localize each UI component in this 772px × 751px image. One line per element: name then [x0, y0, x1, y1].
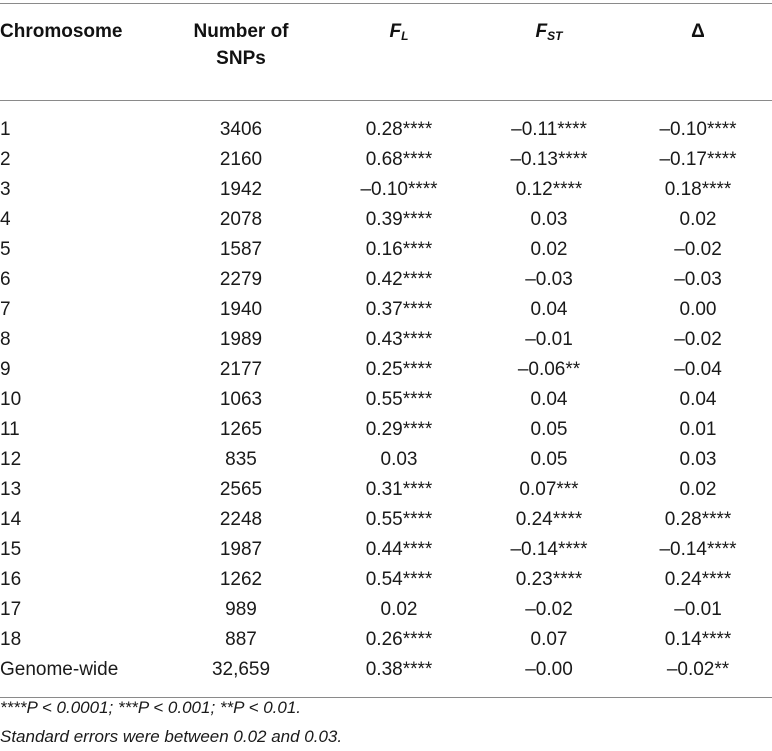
cell-fst: 0.07	[530, 629, 568, 650]
footnote-standard-errors: Standard errors were between 0.02 and 0.03.	[0, 727, 343, 746]
cell-fl: 0.28****	[365, 119, 433, 140]
cell-fst: 0.03	[530, 209, 568, 230]
cell-fst: 0.23****	[515, 569, 583, 590]
cell-fl: 0.44****	[365, 539, 433, 560]
header-fl-main: F	[389, 21, 402, 42]
cell-number-of-snps: 1940	[219, 299, 263, 320]
cell-delta: 0.01	[679, 419, 717, 440]
cell-fl: 0.25****	[365, 359, 433, 380]
cell-fl: 0.68****	[365, 149, 433, 170]
table-row	[0, 235, 772, 265]
cell-chromosome: 15	[0, 539, 22, 560]
cell-delta: 0.18****	[664, 179, 732, 200]
table-row	[0, 265, 772, 295]
cell-chromosome: 10	[0, 389, 22, 410]
header-number-of-snps	[158, 4, 324, 101]
table-row	[0, 595, 772, 625]
cell-number-of-snps: 1987	[219, 539, 263, 560]
table-header	[0, 4, 772, 101]
cell-chromosome: 11	[0, 419, 20, 440]
cell-fst: –0.02	[525, 599, 573, 620]
cell-fst: 0.02	[530, 239, 568, 260]
cell-number-of-snps: 1942	[219, 179, 263, 200]
cell-delta: 0.28****	[664, 509, 732, 530]
cell-number-of-snps: 1989	[219, 329, 263, 350]
table-row	[0, 505, 772, 535]
cell-fl: 0.02	[380, 599, 418, 620]
cell-fst: –0.06**	[517, 359, 581, 380]
header-chromosome: Chromosome	[0, 21, 123, 42]
cell-delta: –0.02	[674, 239, 722, 260]
cell-chromosome: 2	[0, 149, 11, 170]
table-body	[0, 101, 772, 698]
table-row	[0, 175, 772, 205]
cell-fst: –0.01	[525, 329, 573, 350]
cell-number-of-snps: 3406	[219, 119, 263, 140]
cell-number-of-snps: 887	[225, 629, 257, 650]
table-row	[0, 355, 772, 385]
header-fst-sub: ST	[547, 29, 563, 43]
table-row	[0, 415, 772, 445]
cell-delta: –0.14****	[659, 539, 737, 560]
cell-fl: 0.16****	[365, 239, 433, 260]
cell-delta: –0.02	[674, 329, 722, 350]
cell-delta: –0.10****	[659, 119, 737, 140]
cell-chromosome: 16	[0, 569, 22, 590]
cell-number-of-snps: 2177	[219, 359, 263, 380]
table-row	[0, 655, 772, 698]
cell-fst: 0.05	[530, 419, 568, 440]
cell-chromosome: 1	[0, 119, 11, 140]
header-row	[0, 4, 772, 101]
cell-number-of-snps: 989	[225, 599, 257, 620]
cell-number-of-snps: 2160	[219, 149, 263, 170]
cell-fl: 0.26****	[365, 629, 433, 650]
cell-number-of-snps: 32,659	[211, 659, 271, 680]
header-fst	[474, 4, 624, 101]
cell-delta: –0.02**	[666, 659, 730, 680]
cell-fst: 0.24****	[515, 509, 583, 530]
cell-fl: 0.37****	[365, 299, 433, 320]
table-row	[0, 101, 772, 146]
cell-fl: 0.03	[380, 449, 418, 470]
cell-fst: 0.04	[530, 389, 568, 410]
cell-number-of-snps: 1265	[219, 419, 263, 440]
cell-delta: –0.01	[674, 599, 722, 620]
cell-chromosome: 12	[0, 449, 22, 470]
cell-chromosome: 5	[0, 239, 11, 260]
cell-number-of-snps: 2565	[219, 479, 263, 500]
table-row	[0, 445, 772, 475]
cell-delta: 0.04	[679, 389, 717, 410]
cell-delta: 0.03	[679, 449, 717, 470]
header-fl-sub: L	[401, 29, 409, 43]
cell-delta: 0.02	[679, 209, 717, 230]
cell-delta: 0.02	[679, 479, 717, 500]
cell-fl: 0.43****	[365, 329, 433, 350]
cell-chromosome: 3	[0, 179, 11, 200]
header-delta: Δ	[691, 21, 705, 42]
cell-chromosome: 6	[0, 269, 11, 290]
cell-delta: –0.17****	[659, 149, 737, 170]
cell-chromosome: 13	[0, 479, 22, 500]
cell-fst: 0.12****	[515, 179, 583, 200]
cell-fl: 0.55****	[365, 509, 433, 530]
cell-delta: 0.24****	[664, 569, 732, 590]
cell-fl: 0.54****	[365, 569, 433, 590]
cell-fl: 0.31****	[365, 479, 433, 500]
cell-fst: 0.07***	[519, 479, 579, 500]
table-row	[0, 385, 772, 415]
cell-delta: 0.14****	[664, 629, 732, 650]
header-fst-main: F	[535, 21, 548, 42]
cell-number-of-snps: 2078	[219, 209, 263, 230]
cell-chromosome: 7	[0, 299, 11, 320]
table-row	[0, 205, 772, 235]
cell-fl: 0.29****	[365, 419, 433, 440]
cell-chromosome: 9	[0, 359, 11, 380]
cell-chromosome: 17	[0, 599, 22, 620]
cell-fl: 0.55****	[365, 389, 433, 410]
cell-number-of-snps: 2279	[219, 269, 263, 290]
cell-fl: 0.42****	[365, 269, 433, 290]
cell-number-of-snps: 2248	[219, 509, 263, 530]
cell-fst: –0.13****	[510, 149, 588, 170]
table-row	[0, 325, 772, 355]
table-row	[0, 475, 772, 505]
cell-fst: –0.14****	[510, 539, 588, 560]
table-row	[0, 145, 772, 175]
cell-number-of-snps: 1063	[219, 389, 263, 410]
table-row	[0, 625, 772, 655]
cell-fl: 0.38****	[365, 659, 433, 680]
table-row	[0, 535, 772, 565]
table-row	[0, 565, 772, 595]
cell-number-of-snps: 835	[225, 449, 257, 470]
cell-number-of-snps: 1587	[219, 239, 263, 260]
cell-fst: –0.03	[525, 269, 573, 290]
header-fl	[324, 4, 474, 101]
cell-delta: –0.03	[674, 269, 722, 290]
cell-fl: 0.39****	[365, 209, 433, 230]
footnotes	[0, 693, 342, 751]
cell-number-of-snps: 1262	[219, 569, 263, 590]
cell-chromosome: 4	[0, 209, 11, 230]
cell-delta: –0.04	[674, 359, 722, 380]
footnote-significance: ****P < 0.0001; ***P < 0.001; **P < 0.01.	[0, 698, 302, 717]
cell-fst: 0.04	[530, 299, 568, 320]
cell-chromosome: 8	[0, 329, 11, 350]
cell-fst: 0.05	[530, 449, 568, 470]
cell-fst: –0.00	[525, 659, 573, 680]
cell-chromosome: Genome-wide	[0, 659, 119, 680]
table-row	[0, 295, 772, 325]
data-table	[0, 3, 772, 698]
header-snps-line1: Number of	[193, 21, 289, 42]
cell-delta: 0.00	[679, 299, 717, 320]
cell-fl: –0.10****	[360, 179, 438, 200]
header-snps-line2: SNPs	[216, 48, 266, 69]
cell-chromosome: 18	[0, 629, 22, 650]
cell-fst: –0.11****	[511, 119, 587, 140]
cell-chromosome: 14	[0, 509, 22, 530]
